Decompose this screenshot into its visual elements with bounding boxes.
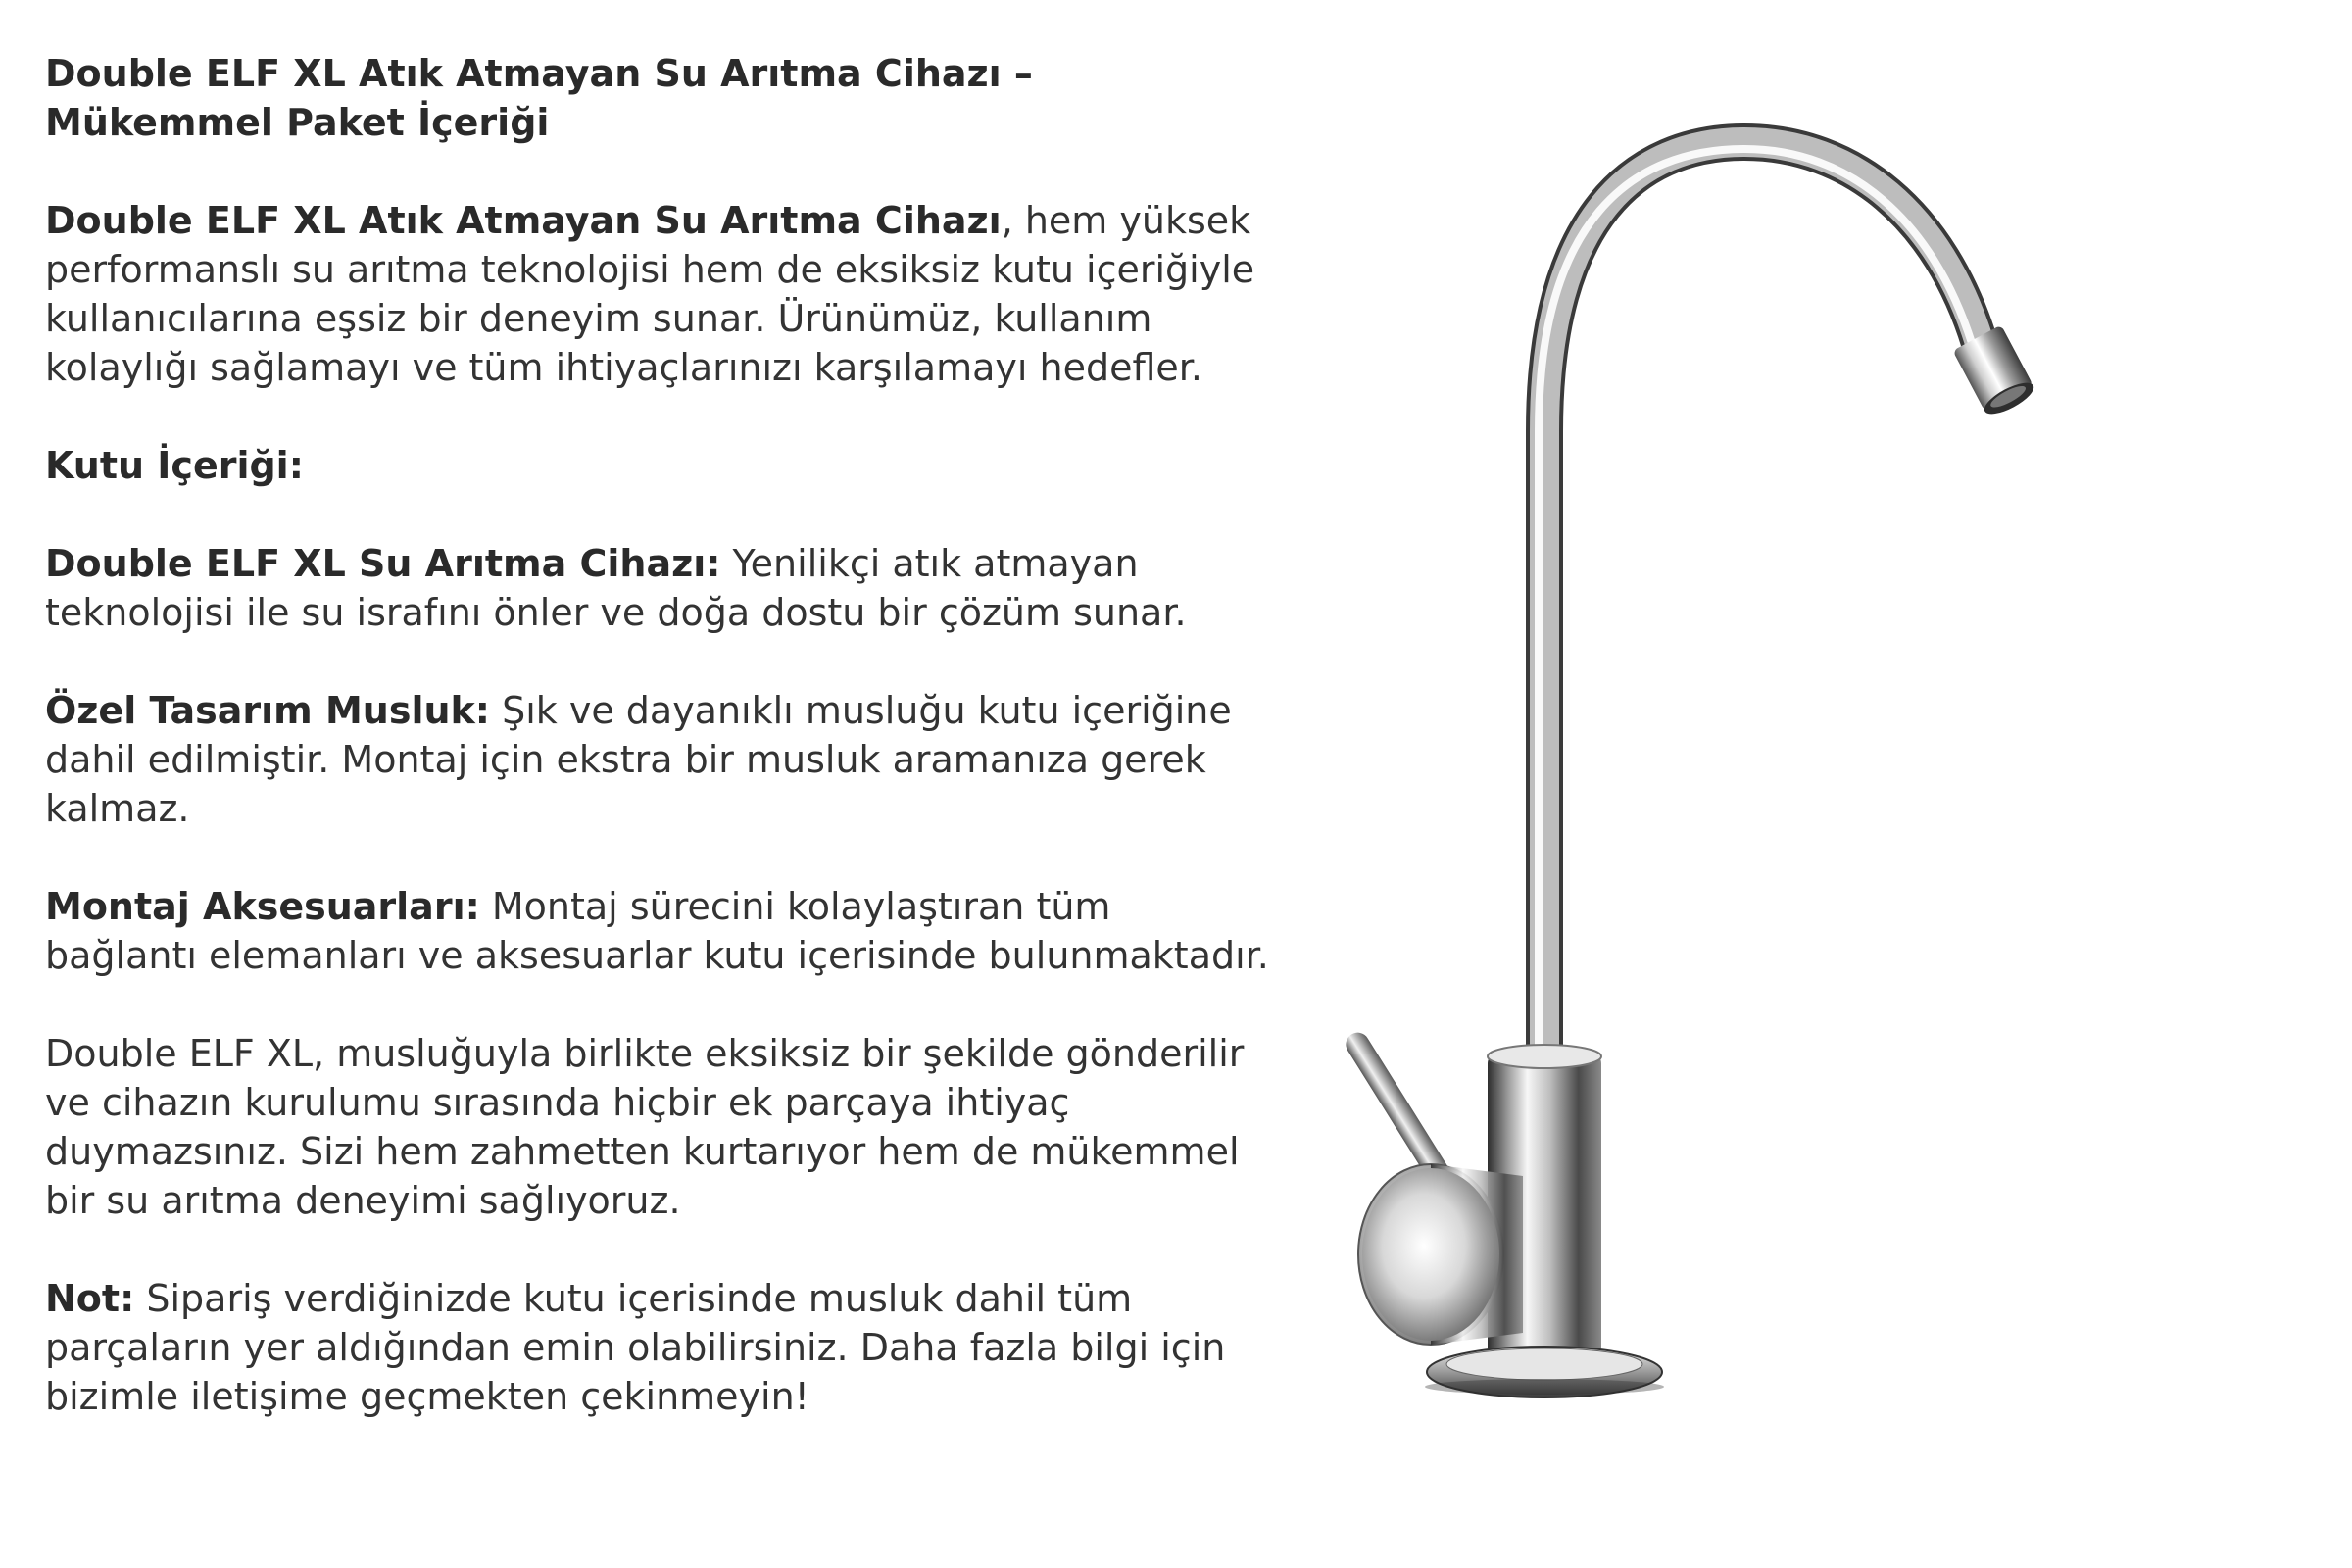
page-title: Double ELF XL Atık Atmayan Su Arıtma Cihazı – Mükemmel Paket İçeriği xyxy=(45,52,1033,144)
box-contents-heading: Kutu İçeriği: xyxy=(45,444,304,487)
intro-paragraph xyxy=(45,196,1270,392)
box-item-device xyxy=(45,539,1270,637)
intro-bold: Double ELF XL Atık Atmayan Su Arıtma Cihazı xyxy=(45,199,1002,242)
note-text: Sipariş verdiğinizde kutu içerisinde musluk dahil tüm parçaların yer aldığından emin olabilirsiniz. Daha fazla bilgi için bizimle iletişime geçmekten çekinmeyin! xyxy=(45,1277,1226,1418)
intro-text: , hem yüksek performanslı su arıtma teknolojisi hem de eksiksiz kutu içeriğiyle kullanıcılarına eşsiz bir deneyim sunar. Ürünümüz, kullanım kolaylığı sağlamayı ve tüm ihtiyaçlarınızı karşılamayı hedefler. xyxy=(45,199,1255,389)
box-item-label: Montaj Aksesuarları: xyxy=(45,885,480,928)
faucet-image xyxy=(1313,108,2156,1421)
box-item-faucet xyxy=(45,686,1270,833)
box-item-label: Double ELF XL Su Arıtma Cihazı: xyxy=(45,542,721,585)
note-paragraph xyxy=(45,1274,1270,1421)
product-description xyxy=(45,49,1270,1421)
chrome-faucet-icon xyxy=(1313,108,2156,1421)
summary-paragraph: Double ELF XL, musluğuyla birlikte eksiksiz bir şekilde gönderilir ve cihazın kurulumu sırasında hiçbir ek parçaya ihtiyaç duymazsınız. Sizi hem zahmetten kurtarıyor hem de mükemmel bir su arıtma deneyimi sağlıyoruz. xyxy=(45,1032,1245,1222)
box-item-accessories xyxy=(45,882,1270,980)
box-item-text: Şık ve dayanıklı musluğu kutu içeriğine dahil edilmiştir. Montaj için ekstra bir musluk aramanıza gerek kalmaz. xyxy=(45,689,1232,830)
box-item-text: Montaj sürecini kolaylaştıran tüm bağlantı elemanları ve aksesuarlar kutu içerisinde bulunmaktadır. xyxy=(45,885,1269,977)
note-label: Not: xyxy=(45,1277,135,1320)
box-item-text: Yenilikçi atık atmayan teknolojisi ile su israfını önler ve doğa dostu bir çözüm sunar. xyxy=(45,542,1187,634)
box-item-label: Özel Tasarım Musluk: xyxy=(45,689,490,732)
